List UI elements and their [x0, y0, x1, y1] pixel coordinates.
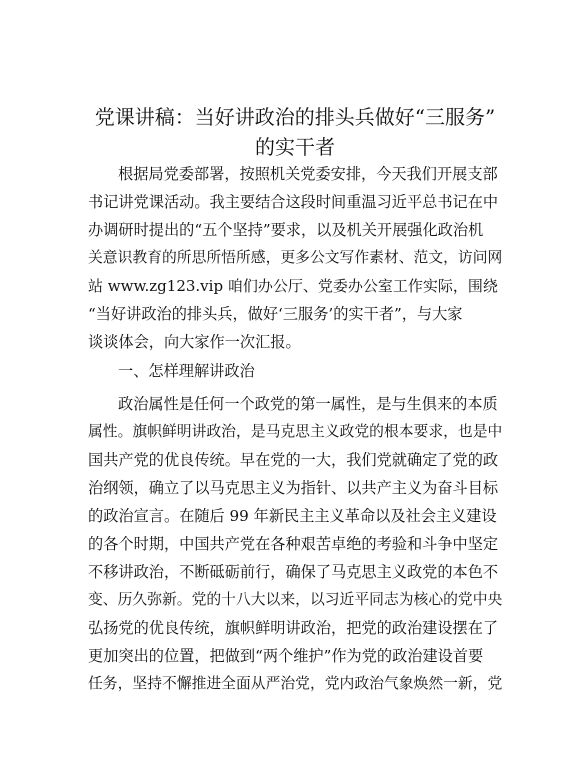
- document-title-line-1: 党课讲稿：当好讲政治的排头兵做好“三服务”: [94, 105, 496, 129]
- body-line: 属性。旗帜鲜明讲政治，是马克思主义政党的根本要求，也是中: [88, 423, 503, 440]
- intro-line: 办调研时提出的“五个坚持”要求，以及机关开展强化政治机: [88, 221, 484, 239]
- body-line: 的各个时期，中国共产党在各种艰苦卓绝的考验和斗争中坚定: [88, 535, 499, 553]
- body-line: 治纲领，确立了以马克思主义为指针、以共产主义为奋斗目标: [88, 479, 499, 497]
- body-line: 不移讲政治，不断砥砺前行，确保了马克思主义政党的本色不: [88, 563, 499, 581]
- document-title-line-2: 的实干者: [255, 135, 335, 159]
- intro-line: 站 www.zg123.vip 咱们办公厅、党委办公室工作实际，围绕: [88, 277, 498, 295]
- intro-line: 谈谈体会，向大家作一次汇报。: [88, 333, 301, 351]
- body-line: 更加突出的位置，把做到“两个维护”作为党的政治建设首要: [88, 647, 484, 665]
- intro-line: 根据局党委部署，按照机关党委安排，今天我们开展支部: [118, 165, 498, 183]
- body-line: 政治属性是任何一个政党的第一属性，是与生俱来的本质: [118, 395, 498, 413]
- intro-line: 书记讲党课活动。我主要结合这段时间重温习近平总书记在中: [88, 193, 499, 211]
- body-line: 国共产党的优良传统。早在党的一大，我们党就确定了党的政: [88, 451, 499, 469]
- body-line: 弘扬党的优良传统，旗帜鲜明讲政治，把党的政治建设摆在了: [88, 619, 499, 637]
- section-heading: 一、怎样理解讲政治: [118, 362, 255, 380]
- intro-line: 关意识教育的所思所悟所感，更多公文写作素材、范文，访问网: [88, 249, 503, 266]
- body-line: 的政治宣言。在随后 99 年新民主主义革命以及社会主义建设: [88, 507, 497, 525]
- body-line: 变、历久弥新。党的十八大以来，以习近平同志为核心的党中央: [88, 591, 503, 608]
- body-line: 任务，坚持不懈推进全面从严治党，党内政治气象焕然一新，党: [88, 675, 503, 692]
- intro-line: “当好讲政治的排头兵，做好‘三服务’的实干者”，与大家: [88, 305, 463, 323]
